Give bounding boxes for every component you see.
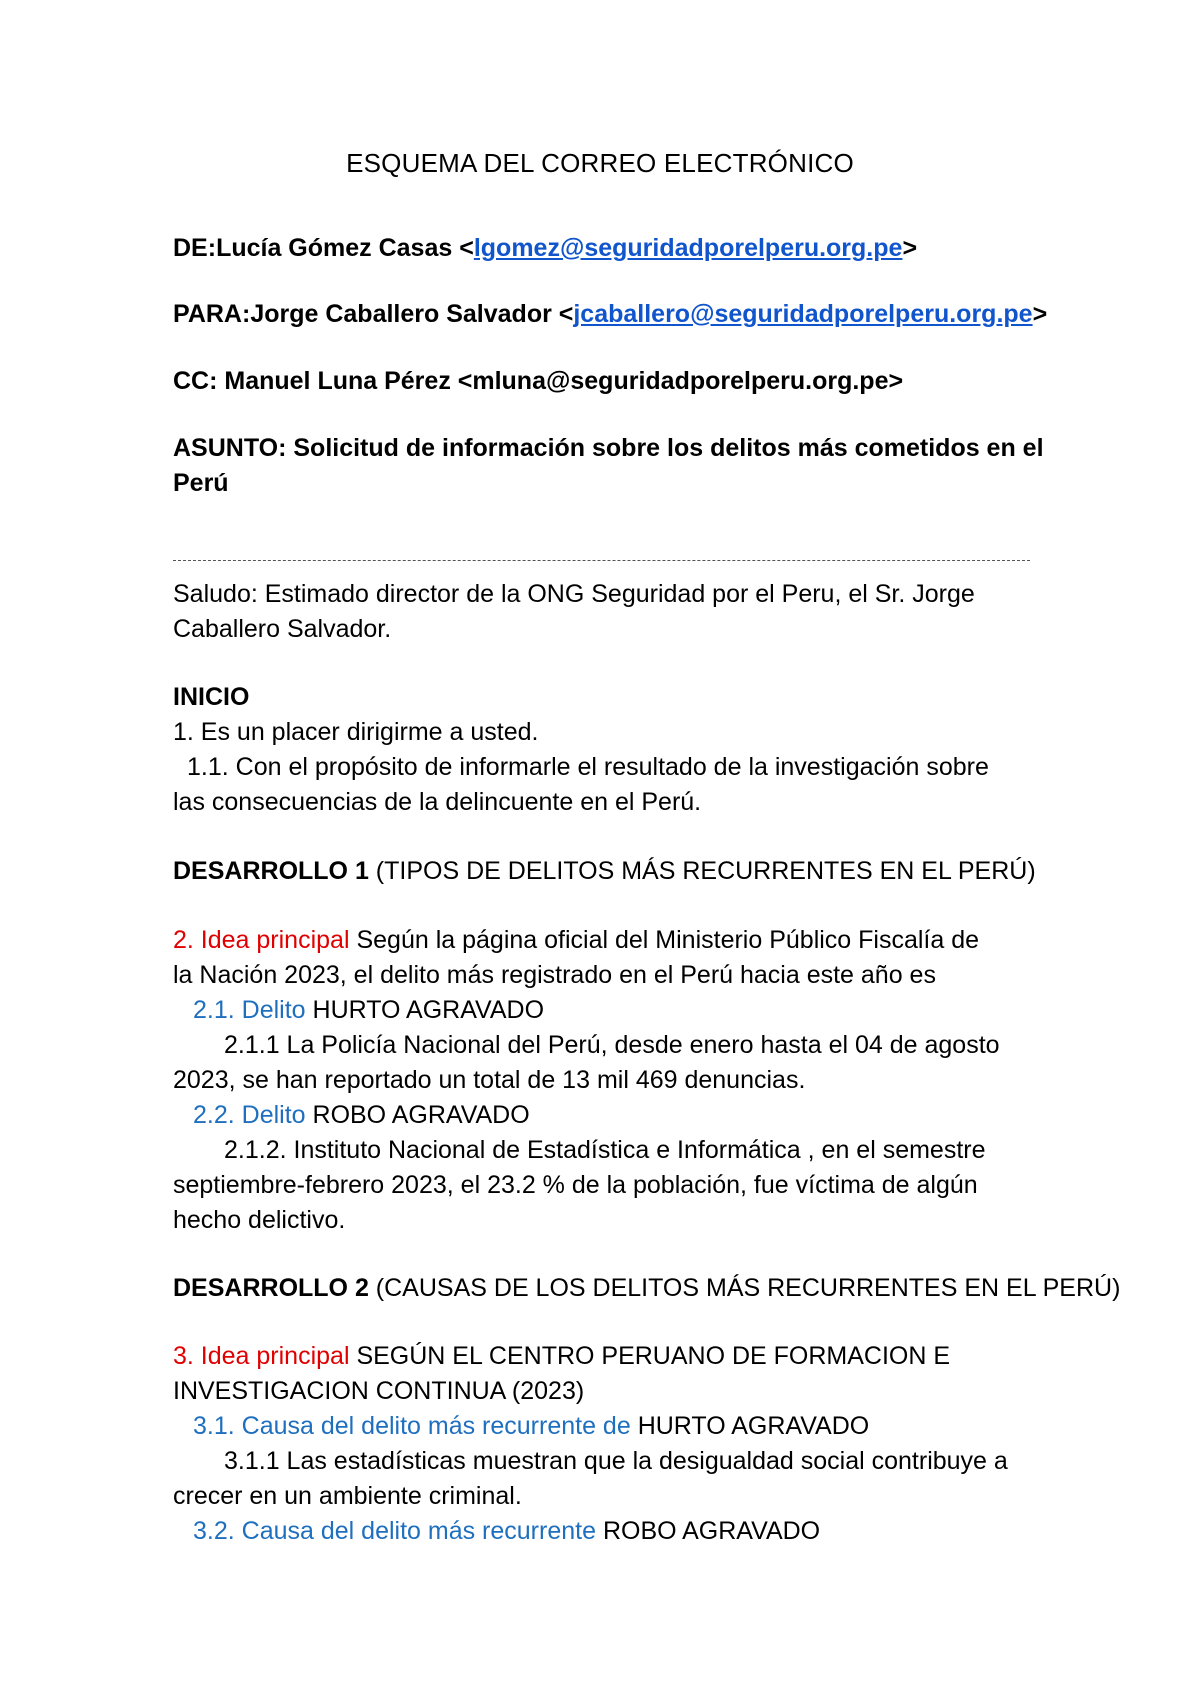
from-name: Lucía Gómez Casas < (216, 234, 474, 262)
d1-item-2-1-text: HURTO AGRAVADO (305, 996, 545, 1024)
d1-idea-line-2: la Nación 2023, el delito más registrado en el Perú hacia este año es (173, 961, 936, 989)
d2-item-3-2 (193, 1517, 820, 1546)
desarrollo-2-heading (173, 1274, 1120, 1303)
to-email-link[interactable]: jcaballero@seguridadporelperu.org.pe (573, 300, 1033, 328)
inicio-item-1-1-line-1: 1.1. Con el propósito de informarle el resultado de la investigación sobre (187, 753, 989, 781)
d2-idea-label: 3. Idea principal (173, 1342, 350, 1370)
separator (173, 560, 1030, 561)
greeting-line-2: Caballero Salvador. (173, 615, 392, 643)
from-email-link[interactable]: lgomez@seguridadporelperu.org.pe (473, 234, 903, 262)
d1-item-2-1-2-line-3: hecho delictivo. (173, 1206, 346, 1234)
d1-item-2-2 (193, 1101, 530, 1130)
d2-item-3-2-label: 3.2. Causa del delito más recurrente (193, 1517, 596, 1545)
from-line (173, 234, 917, 263)
d2-item-3-1 (193, 1412, 869, 1441)
desarrollo-1-heading (173, 857, 1036, 886)
d2-item-3-2-text: ROBO AGRAVADO (596, 1517, 821, 1545)
greeting-line-1: Saludo: Estimado director de la ONG Seguridad por el Peru, el Sr. Jorge (173, 580, 975, 608)
to-label: PARA: (173, 300, 251, 328)
d2-item-3-1-1-line-2: crecer en un ambiente criminal. (173, 1482, 522, 1510)
d1-idea-label: 2. Idea principal (173, 926, 350, 954)
d2-idea-line-2: INVESTIGACION CONTINUA (2023) (173, 1377, 585, 1405)
d1-item-2-1-2-line-2: septiembre-febrero 2023, el 23.2 % de la población, fue víctima de algún (173, 1171, 978, 1199)
inicio-item-1: 1. Es un placer dirigirme a usted. (173, 718, 539, 746)
d1-item-2-1-label: 2.1. Delito (193, 996, 306, 1024)
desarrollo-1-topic: (TIPOS DE DELITOS MÁS RECURRENTES EN EL PERÚ) (368, 857, 1036, 885)
inicio-heading: INICIO (173, 683, 250, 711)
d1-item-2-2-text: ROBO AGRAVADO (305, 1101, 530, 1129)
d1-item-2-1-2-line-1: 2.1.2. Instituto Nacional de Estadística e Informática , en el semestre (224, 1136, 986, 1164)
from-label: DE: (173, 234, 217, 262)
desarrollo-2-label: DESARROLLO 2 (173, 1274, 369, 1302)
d2-item-3-1-1-line-1: 3.1.1 Las estadísticas muestran que la desigualdad social contribuye a (224, 1447, 1008, 1475)
d2-idea-text: SEGÚN EL CENTRO PERUANO DE FORMACION E (349, 1342, 951, 1370)
page-title: ESQUEMA DEL CORREO ELECTRÓNICO (346, 148, 854, 178)
to-close: > (1032, 300, 1048, 328)
subject-line-2: Perú (173, 469, 229, 497)
d1-idea-line-1 (173, 926, 979, 955)
subject-line-1: ASUNTO: Solicitud de información sobre los delitos más cometidos en el (173, 434, 1044, 462)
d1-item-2-2-label: 2.2. Delito (193, 1101, 306, 1129)
d2-item-3-1-label: 3.1. Causa del delito más recurrente de (193, 1412, 631, 1440)
d1-idea-text: Según la página oficial del Ministerio Público Fiscalía de (349, 926, 980, 954)
desarrollo-1-label: DESARROLLO 1 (173, 857, 369, 885)
cc-line: CC: Manuel Luna Pérez <mluna@seguridadporelperu.org.pe> (173, 367, 904, 395)
inicio-item-1-1-line-2: las consecuencias de la delincuente en el Perú. (173, 788, 702, 816)
to-name: Jorge Caballero Salvador < (250, 300, 574, 328)
desarrollo-2-topic: (CAUSAS DE LOS DELITOS MÁS RECURRENTES EN EL PERÚ) (368, 1274, 1121, 1302)
from-close: > (902, 234, 918, 262)
d2-item-3-1-text: HURTO AGRAVADO (630, 1412, 870, 1440)
d1-item-2-1 (193, 996, 544, 1025)
d1-item-2-1-1-line-2: 2023, se han reportado un total de 13 mil 469 denuncias. (173, 1066, 806, 1094)
to-line (173, 300, 1047, 329)
d2-idea-line-1 (173, 1342, 950, 1371)
d1-item-2-1-1-line-1: 2.1.1 La Policía Nacional del Perú, desde enero hasta el 04 de agosto (224, 1031, 1000, 1059)
